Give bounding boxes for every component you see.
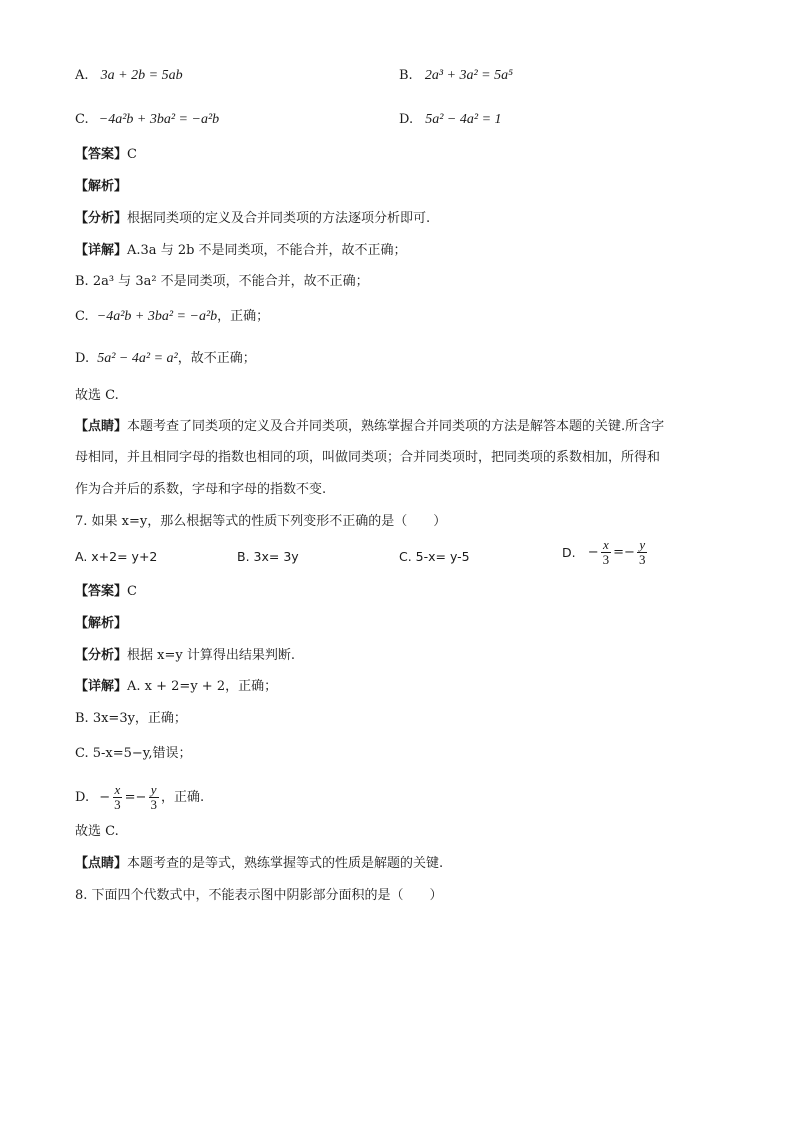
detail-tag: 【详解】: [75, 243, 128, 258]
q7-option-d: [562, 538, 649, 567]
answer-value: C: [127, 147, 137, 162]
equals-sign: =−: [613, 545, 635, 560]
q7-detail-c: C. 5-x=5−y,错误；: [75, 746, 192, 761]
q7-option-b: B. 3x= 3y: [237, 549, 299, 564]
q7-detail-b: B. 3x=3y，正确；: [75, 711, 187, 726]
option-label: C.: [75, 112, 89, 127]
q6-answer: [75, 146, 137, 164]
fraction-y-over-3: [637, 538, 648, 567]
fenxi-tag: 【分析】: [75, 211, 128, 226]
fraction-denominator: 3: [150, 797, 157, 812]
option-expression: 2a³ + 3a² = 5a⁵: [424, 68, 513, 83]
fraction-x-over-3: [601, 538, 612, 567]
fraction-numerator: y: [150, 782, 157, 797]
answer-tag: 【答案】: [75, 147, 128, 162]
q6-fenxi: [75, 210, 430, 228]
minus-sign: −: [99, 790, 111, 805]
q6-analysis-heading: 【解析】: [75, 179, 128, 194]
q6-detail-d: [75, 350, 256, 368]
detail-tag: 【详解】: [75, 679, 128, 694]
q6-option-b: [399, 68, 513, 84]
option-label: A.: [75, 68, 89, 83]
option-expression: 5a² − 4a² = 1: [425, 112, 502, 127]
detail-expression: 5a² − 4a² = a²: [97, 351, 178, 366]
detail-text: A.3a 与 2b 不是同类项，不能合并，故不正确；: [127, 243, 407, 258]
detail-tail: ，正确；: [217, 309, 270, 324]
option-label: B.: [399, 68, 413, 83]
q6-option-d: [399, 112, 502, 128]
q6-dianjing-line3: 作为合并后的系数，字母和字母的指数不变.: [75, 482, 327, 497]
fraction-numerator: x: [603, 537, 609, 552]
dianjing-text: 本题考查的是等式，熟练掌握等式的性质是解题的关键.: [127, 856, 444, 871]
fraction-denominator: 3: [114, 797, 121, 812]
q6-dianjing-line1: [75, 418, 664, 436]
fenxi-text: 根据 x=y 计算得出结果判断.: [127, 648, 295, 663]
q6-detail-b: B. 2a³ 与 3a² 不是同类项，不能合并，故不正确；: [75, 274, 369, 289]
q6-dianjing-line2: 母相同，并且相同字母的指数也相同的项，叫做同类项；合并同类项时，把同类项的系数相加，所得和: [75, 450, 661, 465]
q7-fenxi: [75, 647, 295, 665]
detail-text: A. x + 2=y + 2，正确；: [127, 679, 278, 694]
q8-stem: 8. 下面四个代数式中，不能表示图中阴影部分面积的是（ ）: [75, 888, 443, 903]
q7-detail-d: [75, 778, 204, 818]
option-expression: 3a + 2b = 5ab: [100, 68, 183, 83]
detail-label: C.: [75, 309, 89, 324]
fraction-numerator: x: [114, 782, 121, 797]
q7-answer: [75, 583, 137, 601]
dianjing-tag: 【点睛】: [75, 419, 128, 434]
dianjing-text: 本题考查了同类项的定义及合并同类项，熟练掌握合并同类项的方法是解答本题的关键.所含字: [127, 419, 665, 434]
q7-option-c: C. 5-x= y-5: [399, 549, 470, 564]
fraction-y-over-3: [148, 783, 159, 812]
fenxi-tag: 【分析】: [75, 648, 128, 663]
q6-conclusion: 故选 C.: [75, 388, 119, 403]
q6-option-a: [75, 68, 183, 84]
fraction-denominator: 3: [602, 552, 610, 567]
fraction-x-over-3: [112, 783, 123, 812]
fraction-numerator: y: [639, 537, 646, 552]
detail-tail: ，故不正确；: [177, 351, 256, 366]
q6-detail-a: [75, 242, 407, 260]
answer-tag: 【答案】: [75, 584, 128, 599]
option-label: D.: [399, 112, 414, 127]
dianjing-tag: 【点睛】: [75, 856, 128, 871]
q7-stem: 7. 如果 x=y，那么根据等式的性质下列变形不正确的是（ ）: [75, 514, 447, 529]
detail-label: D.: [75, 790, 90, 805]
option-label: D.: [562, 545, 576, 560]
q7-detail-a: [75, 678, 277, 696]
answer-value: C: [127, 584, 137, 599]
q7-dianjing: [75, 855, 443, 873]
detail-label: D.: [75, 351, 90, 366]
fraction-denominator: 3: [638, 552, 646, 567]
fenxi-text: 根据同类项的定义及合并同类项的方法逐项分析即可.: [127, 211, 431, 226]
q6-option-c: [75, 112, 219, 128]
detail-expression: −4a²b + 3ba² = −a²b: [96, 309, 218, 324]
q6-detail-c: [75, 308, 269, 326]
option-expression: −4a²b + 3ba² = −a²b: [98, 112, 220, 127]
detail-tail: ，正确.: [160, 790, 205, 805]
q7-option-a: A. x+2= y+2: [75, 549, 158, 564]
equals-sign: =−: [124, 790, 147, 805]
q7-analysis-heading: 【解析】: [75, 616, 128, 631]
q7-conclusion: 故选 C.: [75, 824, 119, 839]
minus-sign: −: [587, 545, 599, 560]
